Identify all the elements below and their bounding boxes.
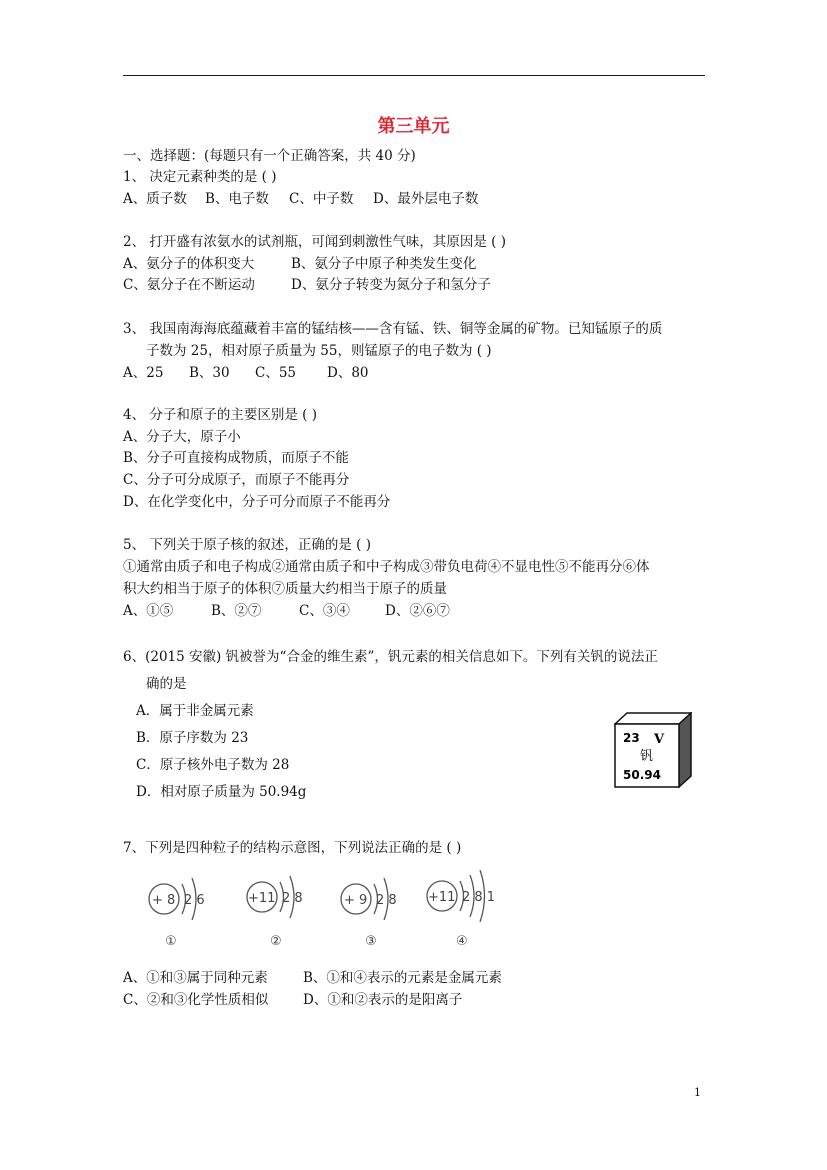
option: D．相对原子质量为 50.94g [136,784,307,800]
particle-label: ① [165,934,177,949]
option: C、氨分子在不断运动 [123,277,255,293]
question-6-stem: 6、(2015 安徽) 钒被誉为“合金的维生素”，钒元素的相关信息如下。下列有关钒的说法正 [123,649,658,665]
option: A．属于非金属元素 [136,703,254,719]
option: A、①和③属于同种元素 [123,970,268,986]
nucleus-charge: +11 [428,890,456,905]
particle-diagram [247,876,303,949]
electron-shells: 2 8 [282,891,303,906]
question-1-options [123,189,478,209]
option: C、分子可分成原子，而原子不能再分 [123,472,350,488]
option: D、氨分子转变为氮分子和氢分子 [291,277,491,293]
option: B、电子数 [205,191,269,207]
particle-diagram [149,878,205,949]
element-name: 钒 [640,749,654,764]
electron-shells: 2 8 [376,893,397,908]
question-2-options-row-1 [123,254,476,274]
question-3-stem-cont: 子数为 25，相对原子质量为 55，则锰原子的电子数为 ( ) [146,343,492,359]
page-title: 第三单元 [377,116,450,137]
question-6-stem-cont: 确的是 [146,676,187,692]
option: A、氨分子的体积变大 [123,256,255,272]
section-heading: 一、选择题：(每题只有一个正确答案，共 40 分) [123,148,416,164]
option: C、③④ [299,603,350,619]
element-symbol: V [654,732,665,747]
question-7-stem: 7、下列是四种粒子的结构示意图，下列说法正确的是 ( ) [123,840,462,856]
option: B．原子序数为 23 [136,730,249,746]
particle-label: ④ [456,934,468,949]
option: C、②和③化学性质相似 [123,992,269,1008]
option: B、氨分子中原子种类发生变化 [291,256,477,272]
option: B、②⑦ [211,603,262,619]
question-2-stem: 2、 打开盛有浓氨水的试剂瓶，可闻到刺激性气味，其原因是 ( ) [123,234,506,250]
particle-structure-diagrams [142,870,502,950]
option: D、①和②表示的是阳离子 [303,992,463,1008]
nucleus-charge: + 8 [152,893,176,908]
particle-diagram [341,878,397,949]
question-3-options [123,363,369,383]
vanadium-element-card [614,712,692,788]
nucleus-charge: + 9 [344,893,368,908]
option: C、中子数 [289,191,354,207]
option: D、②⑥⑦ [385,603,450,619]
atomic-mass: 50.94 [623,768,661,782]
question-1-stem: 1、 决定元素种类的是 ( ) [123,169,277,185]
header-rule [123,75,705,76]
question-4-stem: 4、 分子和原子的主要区别是 ( ) [123,407,317,423]
option: D、在化学变化中，分子可分而原子不能再分 [123,494,391,510]
particle-diagram [427,870,495,949]
electron-shells: 2 8 1 [462,890,496,905]
question-5-stem: 5、 下列关于原子核的叙述，正确的是 ( ) [123,537,371,553]
atomic-number: 23 [623,731,640,745]
option: A、①⑤ [123,603,174,619]
question-7-options-row-2 [123,990,462,1010]
option: B、分子可直接构成物质，而原子不能 [123,450,349,466]
particle-label: ③ [365,934,377,949]
option: A、质子数 [123,191,187,207]
electron-shells: 2 6 [184,893,205,908]
question-5-statements: ①通常由质子和电子构成②通常由质子和中子构成③带负电荷④不显电性⑤不能再分⑥体 [123,559,650,575]
option: C．原子核外电子数为 28 [136,757,290,773]
nucleus-charge: +11 [248,891,276,906]
question-2-options-row-2 [123,275,491,295]
option: A、25 [123,365,164,381]
option: B、①和④表示的元素是金属元素 [303,970,502,986]
question-5-options [123,601,450,621]
option: A、分子大，原子小 [123,429,241,445]
particle-label: ② [270,934,282,949]
option: B、30 [189,365,230,381]
question-7-options-row-1 [123,968,502,988]
option: C、55 [255,365,297,381]
question-3-stem: 3、 我国南海海底蕴藏着丰富的锰结核——含有锰、铁、铜等金属的矿物。已知锰原子的质 [123,321,663,337]
option: D、80 [327,365,369,381]
page-number: 1 [694,1086,701,1099]
question-5-statements-cont: 积大约相当于原子的体积⑦质量大约相当于原子的质量 [123,581,447,597]
option: D、最外层电子数 [373,191,479,207]
